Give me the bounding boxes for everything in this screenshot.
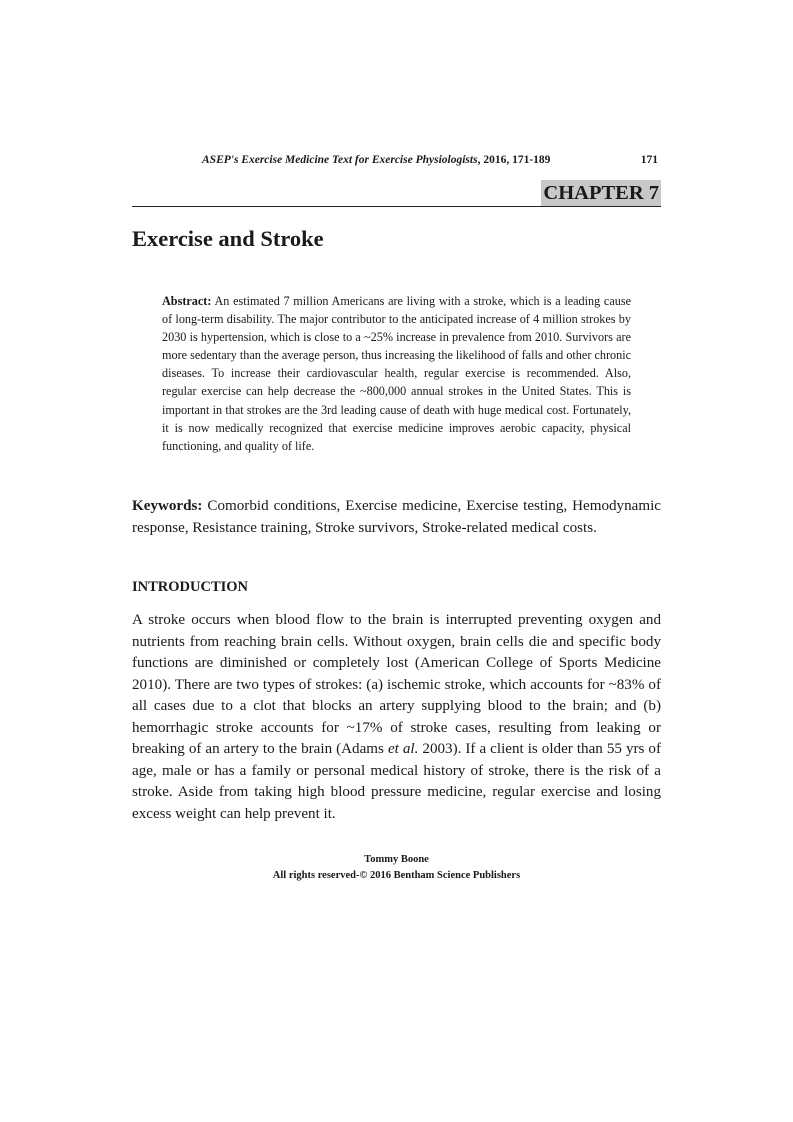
journal-details: , 2016, 171-189 bbox=[477, 154, 551, 166]
abstract bbox=[162, 292, 631, 455]
section-heading-introduction: INTRODUCTION bbox=[132, 579, 249, 595]
abstract-text: An estimated 7 million Americans are living with a stroke, which is a leading cause of long-term disability. The major contributor to the anticipated increase of 4 million strokes by 2030 is hypertension, which is close to a ~25% increase in prevalence from 2010. Survivors are more sedentary than the average person, thus increasing the likelihood of falls and other chronic diseases. To increase their cardiovascular health, regular exercise is recommended. Also, regular exercise can help decrease the ~800,000 annual strokes in the United States. This is important in that strokes are the 3rd leading cause of death with huge medical cost. Fortunately, it is now medically recognized that exercise medicine improves aerobic capacity, physical functioning, and quality of life. bbox=[162, 294, 631, 453]
intro-text-part1: A stroke occurs when blood flow to the brain is interrupted preventing oxygen and nutrients from reaching brain cells. Without oxygen, brain cells die and specific body functions are diminished or completely lost (American College of Sports Medicine 2010). There are two types of strokes: (a) ischemic stroke, which accounts for ~83% of all cases due to a clot that blocks an artery supplying blood to the brain; and (b) hemorrhagic stroke accounts for ~17% of stroke cases, resulting from leaking or breaking of an artery to the brain (Adams bbox=[132, 612, 661, 757]
keywords-label: Keywords: bbox=[132, 498, 203, 514]
header-divider bbox=[132, 206, 661, 207]
page-footer bbox=[132, 852, 661, 883]
footer-copyright: All rights reserved-© 2016 Bentham Science Publishers bbox=[272, 869, 521, 881]
page-number: 171 bbox=[640, 154, 658, 166]
footer-author: Tommy Boone bbox=[364, 854, 429, 865]
introduction-paragraph bbox=[132, 610, 661, 825]
chapter-title: Exercise and Stroke bbox=[132, 226, 324, 251]
keywords bbox=[132, 496, 661, 539]
intro-citation-italic: et al. bbox=[387, 741, 419, 757]
journal-title: ASEP's Exercise Medicine Text for Exercise Physiologists bbox=[202, 154, 478, 166]
keywords-text: Comorbid conditions, Exercise medicine, Exercise testing, Hemodynamic response, Resistance training, Stroke survivors, Stroke-related medical costs. bbox=[132, 498, 661, 536]
chapter-label: CHAPTER 7 bbox=[543, 182, 659, 204]
running-head-title bbox=[202, 152, 550, 168]
intro-text-part2: 2003). If a client is older than 55 yrs of age, male or has a family or personal medical history of stroke, there is the risk of a stroke. Aside from taking high blood pressure medicine, regular exercise and losing excess weight can help prevent it. bbox=[132, 741, 661, 822]
abstract-label: Abstract: bbox=[162, 294, 212, 308]
